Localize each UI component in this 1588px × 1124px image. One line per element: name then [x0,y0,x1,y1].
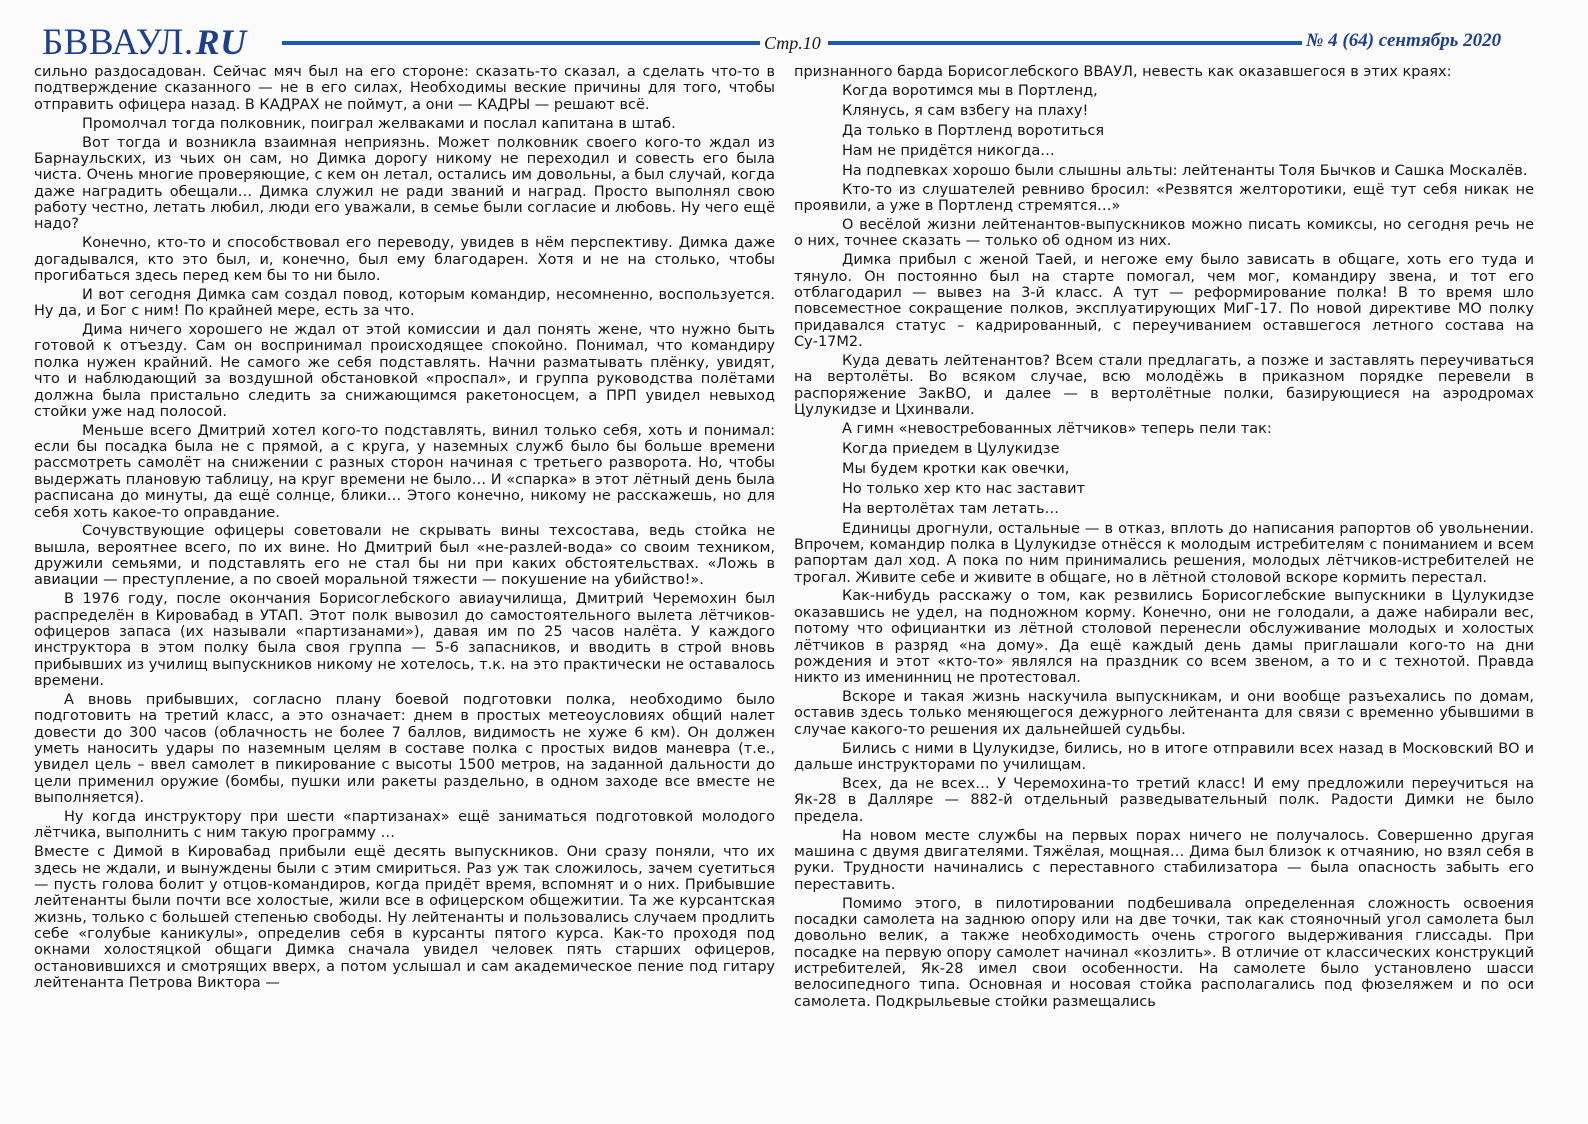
paragraph: Вскоре и такая жизнь наскучила выпускникам, и они вообще разъехались по домам, оставив здесь только меняющегося дежурного лейтенанта для связи с временно убывшими в случае какого-то решения их дальнейшей судьбы. [794,689,1534,738]
paragraph: В 1976 году, после окончания Борисоглебского авиаучилища, Дмитрий Черемохин был распределён в Кировабад в УТАП. Этот полк вывозил до самостоятельного вылета лётчиков-офицеров запаса (их называли «партизанами»), давая им по 25 часов налёта. У каждого инструктора в этом полку была своя группа — 5-6 запасников, и вводить в строй вновь прибывших из училищ выпускников никому не хотелось, т.к. на это практически не оставалось времени. [34,591,775,690]
logo[interactable] [42,22,247,63]
paragraph: сильно раздосадован. Сейчас мяч был на его стороне: сказать-то сказал, а сделать что-то в подтверждение сказанного — не в его силах, Необходимы веские причины для того, чтобы отправить офицера назад. В КАДРАХ не поймут, а они — КАДРЫ — решают всё. [34,64,775,113]
article-column-right [794,64,1534,1013]
verse-line: Клянусь, я сам взбегу на плаху! [842,102,1089,119]
verse-line: Нам не придётся никогда… [842,142,1055,159]
header-rule-right [828,41,1302,45]
paragraph: О весёлой жизни лейтенантов-выпускников можно писать комиксы, но сегодня речь не о них, точнее сказать — только об одном из них. [794,216,1534,250]
verse-line: На вертолётах там летать… [842,500,1059,517]
paragraph: На новом месте службы на первых порах ничего не получалось. Совершенно другая машина с двумя двигателями. Тяжёлая, мощная… Дима был близок к отчаянию, но взял себя в руки. Трудности начинались с переставного стабилизатора — была опасность забыть его переставить. [794,827,1534,893]
paragraph: Куда девать лейтенантов? Всем стали предлагать, а позже и заставлять переучиваться на вертолёты. Во всяком случае, всю молодёжь в приказном порядке перевели в распоряжение ЗакВО, и далее — в вертолётные полки, базирующиеся на аэродромах Цулукидзе и Цхинвали. [794,352,1534,418]
paragraph: Димка прибыл с женой Таей, и негоже ему было зависать в общаге, хоть его туда и тянуло. Он постоянно был на старте помогал, чем мог, командиру звена, и тот его отблагодарил — вывез на 3-й класс. А тут — реформирование полка! В то время шло повсеместное сокращение полков, эксплуатирующих МиГ-17. По новой директиве МО полку придавался статус – кадрированный, с переучиванием оставшегося летного состава на Су-17М2. [794,252,1534,350]
paragraph: Кто-то из слушателей ревниво бросил: «Резвятся желторотики, ещё тут себя никак не проявили, а уже в Портленд стремятся…» [794,181,1534,214]
paragraph: Меньше всего Дмитрий хотел кого-то подставлять, винил только себя, хоть и понимал: если бы посадка была не с прямой, а с круга, у наземных служб было бы больше времени рассмотреть самолёт на снижении с разных сторон начиная с третьего разворота. Но, чтобы выдержать плановую таблицу, на круг времени не было… И «спарка» в этот лётный день была расписана до минуты, да ещё солнце, блики… Этого конечно, никому не расскажешь, но для себя хоть какое-то оправдание. [34,422,775,521]
paragraph: Дима ничего хорошего не ждал от этой комиссии и дал понять жене, что нужно быть готовой к отъезду. Сам он воспринимал происходящее спокойно. Понимал, что командиру полка нужен крайний. Не самого же себя подставлять. Начни разматывать плёнку, увидят, что и наблюдающий за воздушной обстановкой «проспал», и группа руководства полётами должна была пристально следить за снижающимся ракетоносцем, а ПРП увидел невыход стойки уже над полосой. [34,322,775,420]
paragraph: Как-нибудь расскажу о том, как резвились Борисоглебские выпускники в Цулукидзе оказавшись не удел, на подножном корму. Конечно, они не голодали, а даже набирали вес, потому что официантки из лётной столовой перенесли обслуживание молодых и холостых лётчиков в разряд «на дому». Да ещё каждый день дамы приглашали кого-то на дни рождения и этот «кто-то» являлся на праздник со всем звеном, а то и с технотой. Правда никто из именинниц не протестовал. [794,588,1534,687]
paragraph: А гимн «невостребованных лётчиков» теперь пели так: [842,420,1272,437]
paragraph: Промолчал тогда полковник, поиграл желваками и послал капитана в штаб. [82,115,676,132]
paragraph: А вновь прибывших, согласно плану боевой подготовки полка, необходимо было подготовить на третий класс, а это означает: днем в простых метеоусловиях общий налет довести до 300 часов (облачность не более 7 баллов, видимость не хуже 6 км). Он должен уметь наносить удары по наземным целям в составе полка с простых видов маневра (т.е., увидел цель – ввел самолет в пикирование с высоты 1500 метров, на заданной дальности до цели применил оружие (бомбы, пушки или ракеты раздельно, в одном заходе все вместе не выполняется). [34,692,775,807]
verse-line: Мы будем кротки как овечки, [842,460,1070,477]
verse-line: Когда воротимся мы в Портленд, [842,82,1098,99]
paragraph: Сочувствующие офицеры советовали не скрывать вины техсостава, ведь стойка не вышла, вероятнее всего, по их вине. Но Дмитрий был «не-разлей-вода» со своим техником, дружили семьями, и подставлять его не стал бы ни при каких обстоятельствах. «Ложь в авиации — преступление, а по своей моральной тяжести — покушение на убийство!». [34,523,775,589]
paragraph: Помимо этого, в пилотировании подбешивала определенная сложность освоения посадки самолета на заднюю опору или на две точки, так как стояночный угол самолета был довольно велик, а также необходимость очень строгого выдерживания глиссады. При посадке на первую опору самолет начинал «козлить». В отличие от классических конструкций истребителей, Як-28 имел свои особенности. На самолете было установлено шасси велосипедного типа. Основная и носовая стойка располагались под фюзеляжем и по оси самолета. Подкрыльевые стойки размещались [794,895,1534,1010]
verse-line: Да только в Портленд воротиться [842,122,1105,139]
paragraph: И вот сегодня Димка сам создал повод, которым командир, несомненно, воспользуется. Ну да, и Бог с ним! По крайней мере, есть за что. [34,286,775,320]
header-rule-left [282,41,760,45]
logo-suffix: RU [195,22,247,62]
logo-dot: . [183,22,194,63]
logo-text: БВВАУЛ [42,22,184,63]
paragraph: Бились с ними в Цулукидзе, бились, но в итоге отправили всех назад в Московский ВО и дальше инструкторами по училищам. [794,740,1534,774]
paragraph: Ну когда инструктору при шести «партизанах» ещё заниматься подготовкой молодого лётчика, выполнить с ним такую программу … [34,809,775,842]
article-column-left [34,64,775,994]
paragraph: признанного барда Борисоглебского ВВАУЛ, невесть как оказавшегося в этих краях: [794,64,1452,80]
page-header [0,0,1588,70]
verse-line: Когда приедем в Цулукидзе [842,440,1060,457]
paragraph: Всех, да не всех… У Черемохина-то третий класс! И ему предложили переучиться на Як-28 в Далляре — 882-й отдельный разведывательный полк. Радости Димки не было предела. [794,776,1534,825]
paragraph: Вот тогда и возникла взаимная неприязнь. Может полковник своего кого-то ждал из Барнаульских, из чьих он сам, но Димка дорогу никому не переходил и совесть его была чиста. Очень многие проверяющие, с кем он летал, остались им довольны, а был случай, когда даже наградить обещали… Димка служил не ради званий и наград. Просто выполнял свою работу честно, летать любил, люди его уважали, в семье были согласие и любовь. Ну чего ещё надо? [34,134,775,233]
paragraph: На подпевках хорошо были слышны альты: лейтенанты Толя Бычков и Сашка Москалёв. [842,162,1528,179]
page-number: Стр.10 [764,33,821,53]
paragraph: Конечно, кто-то и способствовал его переводу, увидев в нём перспективу. Димка даже догадывался, кто это был, и, конечно, был ему благодарен. Хотя и не на столько, чтобы прогибаться здесь перед кем бы то ни было. [34,235,775,284]
issue-info: № 4 (64) сентябрь 2020 [1306,30,1502,51]
paragraph: Вместе с Димой в Кировабад прибыли ещё десять выпускников. Они сразу поняли, что их здесь не ждали, и вынуждены были с этим смириться. Раз уж так сложилось, зачем суетиться — пусть голова болит у отцов-командиров, когда придёт время, вспомнят и о них. Прибывшие лейтенанты были почти все холостые, жили все в офицерском общежитии. Та же курсантская жизнь, только с большей степенью свободы. Ну лейтенанты и пользовались случаем продлить себе «голубые каникулы», определив себя в курсанты пятого курса. Как-то проходя под окнами холостяцкой общаги Димка сначала увидел человек пять старших офицеров, остановившихся и смотрящих вверх, а потом услышал и сам академическое пение под гитару лейтенанта Петрова Виктора — [34,844,775,992]
verse-line: Но только хер кто нас заставит [842,480,1086,497]
paragraph: Единицы дрогнули, остальные — в отказ, вплоть до написания рапортов об увольнении. Впрочем, командир полка в Цулукидзе отнёсся к молодым истребителям с пониманием и всем рапортам дал ход. А пока по ним принимались решения, молодых лётчиков-истребителей не трогал. Живите себе и живите в общаге, но в лётной столовой вскоре кормить перестал. [794,520,1534,586]
